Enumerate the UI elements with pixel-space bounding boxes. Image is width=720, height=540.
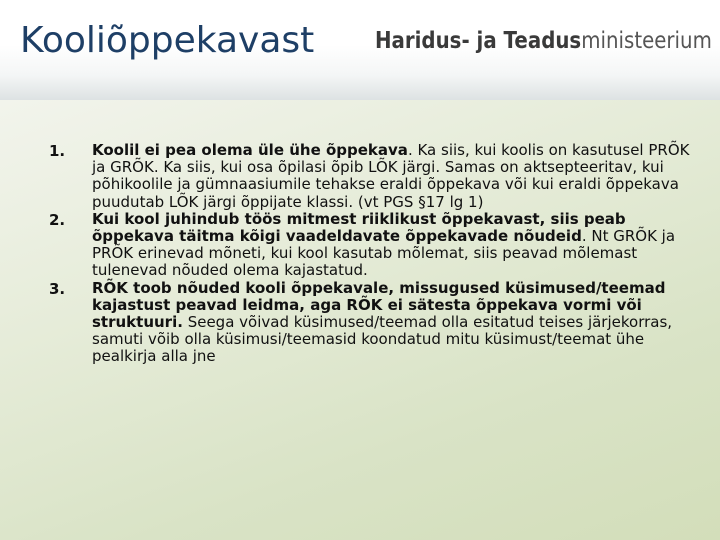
ministry-logo (375, 28, 712, 54)
list-item-text (92, 142, 692, 211)
slide-header (0, 0, 720, 100)
list-item-rest-text: . Nt GRÕK ja PRÕK erinevad mõneti, kui kool kasutab mõlemat, siis peavad mõlemast tulenevad nõuded olema kajastatud. (92, 227, 676, 280)
list-item-number: 1. (49, 142, 66, 160)
list-item-rest-text: . Ka siis, kui koolis on kasutusel PRÕK ja GRÕK. Ka siis, kui osa õpilasi õpib LÕK järgi. Samas on aktsepteeritav, kui põhikoolile ja gümnaasiumile tehakse eraldi õppekava või kui eraldi õppekava puudutab LÕK järgi õppijate klassi. (vt PGS §17 lg 1) (92, 141, 690, 211)
list-item-number: 3. (49, 279, 66, 298)
list-item-bold-text: Koolil ei pea olema üle ühe õppekava (92, 141, 408, 159)
ministry-logo-part2: ministeerium (581, 28, 712, 54)
list-item (0, 142, 720, 211)
slide-title: Kooliõppekavast (20, 20, 315, 61)
list-item (0, 280, 720, 366)
ministry-logo-part1: Haridus- ja Teadus (375, 28, 582, 54)
numbered-list (0, 142, 720, 366)
list-item-text (92, 211, 692, 280)
list-item-text (92, 280, 692, 366)
slide-body (0, 100, 720, 540)
list-item-bold-text: Kui kool juhindub töös mitmest riiklikust õppekavast, siis peab õppekava täitma kõigi vaadeldavate õppekavade nõudeid (92, 209, 626, 246)
list-item-rest-text: Seega võivad küsimused/teemad olla esitatud teises järjekorras, samuti võib olla küsimusi/teemasid koondatud mitu küsimust/teemat ühe pealkirja alla jne (92, 313, 673, 366)
list-item-number: 2. (49, 210, 66, 229)
list-item (0, 211, 720, 280)
list-item-bold-text: RÕK toob nõuded kooli õppekavale, missugused küsimused/teemad kajastust peavad leidma, aga RÕK ei sätesta õppekava vormi või struktuuri. (92, 278, 666, 332)
